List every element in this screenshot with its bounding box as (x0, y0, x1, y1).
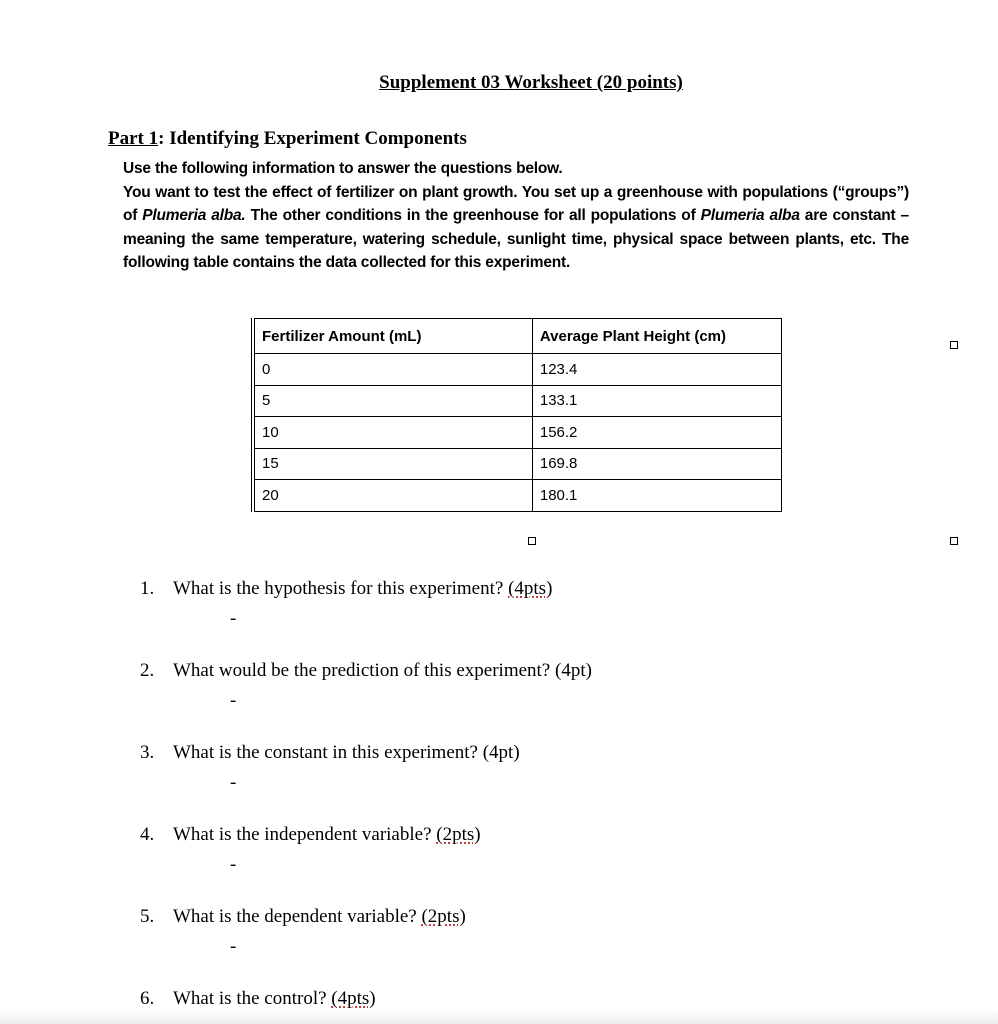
table-row (253, 385, 782, 417)
data-table (251, 318, 782, 512)
worksheet-title: Supplement 03 Worksheet (20 points) (379, 72, 683, 93)
question-item (140, 988, 376, 1010)
scenario-text-b: The other conditions in the greenhouse for all populations of (245, 207, 701, 224)
scenario-text-a: You want to test the effect of fertilizer on plant growth. You set up a greenhouse with populations (“groups”) of (123, 183, 909, 224)
question-text: What is the independent variable? (173, 824, 437, 845)
part-label: Part 1 (108, 128, 159, 149)
question-item (140, 824, 481, 846)
table-cell: 5 (253, 385, 532, 417)
table-row (253, 480, 782, 512)
object-anchor-handle[interactable] (528, 537, 536, 545)
answer-line[interactable]: - (230, 608, 237, 629)
table-cell: 10 (253, 417, 532, 449)
table-cell: 123.4 (532, 354, 781, 386)
answer-line[interactable]: - (230, 690, 237, 711)
table-cell: 20 (253, 480, 532, 512)
scenario-paragraph (123, 181, 909, 275)
question-text: What is the dependent variable? (173, 906, 422, 927)
species-name: Plumeria alba (700, 207, 800, 224)
question-number: 5. (140, 906, 155, 927)
question-number: 1. (140, 578, 155, 599)
question-item (140, 906, 466, 928)
part-title: : Identifying Experiment Components (158, 128, 467, 149)
part-heading (108, 128, 467, 150)
table-cell: 0 (253, 354, 532, 386)
table-row (253, 448, 782, 480)
table-header-row (253, 319, 782, 354)
table-cell: 169.8 (532, 448, 781, 480)
table-header-cell: Fertilizer Amount (mL) (253, 319, 532, 354)
question-points: (4pt) (482, 742, 520, 763)
question-number: 3. (140, 742, 155, 763)
question-text: What is the constant in this experiment? (173, 742, 483, 763)
scenario-text-c: are constant – meaning the same temperature, watering schedule, sunlight time, physical space between plants, etc. The following table contains the data collected for this experiment. (123, 207, 909, 271)
question-points: (2pts) (436, 824, 481, 845)
table-cell: 156.2 (532, 417, 781, 449)
answer-line[interactable]: - (230, 854, 237, 875)
table-cell: 15 (253, 448, 532, 480)
question-points: (4pts) (331, 988, 376, 1009)
species-name: Plumeria alba. (142, 207, 246, 224)
table-cell: 133.1 (532, 385, 781, 417)
question-item (140, 578, 552, 600)
object-anchor-handle[interactable] (950, 537, 958, 545)
question-points: (4pt) (555, 660, 592, 681)
question-points: (4pts) (508, 578, 553, 599)
table-cell: 180.1 (532, 480, 781, 512)
question-text: What would be the prediction of this experiment? (173, 660, 555, 681)
answer-line[interactable]: - (230, 772, 237, 793)
instruction-line: Use the following information to answer the questions below. (123, 160, 563, 177)
question-number: 6. (140, 988, 155, 1009)
object-anchor-handle[interactable] (950, 341, 958, 349)
question-text: What is the hypothesis for this experiment? (173, 578, 509, 599)
question-points: (2pts) (421, 906, 466, 927)
table-row (253, 354, 782, 386)
table-row (253, 417, 782, 449)
intro-text (123, 157, 909, 275)
question-number: 4. (140, 824, 155, 845)
question-text: What is the control? (173, 988, 332, 1009)
question-number: 2. (140, 660, 155, 681)
question-item (140, 742, 520, 764)
page-bottom-edge (0, 1010, 998, 1024)
table-header-cell: Average Plant Height (cm) (532, 319, 781, 354)
answer-line[interactable]: - (230, 936, 237, 957)
question-item (140, 660, 592, 682)
